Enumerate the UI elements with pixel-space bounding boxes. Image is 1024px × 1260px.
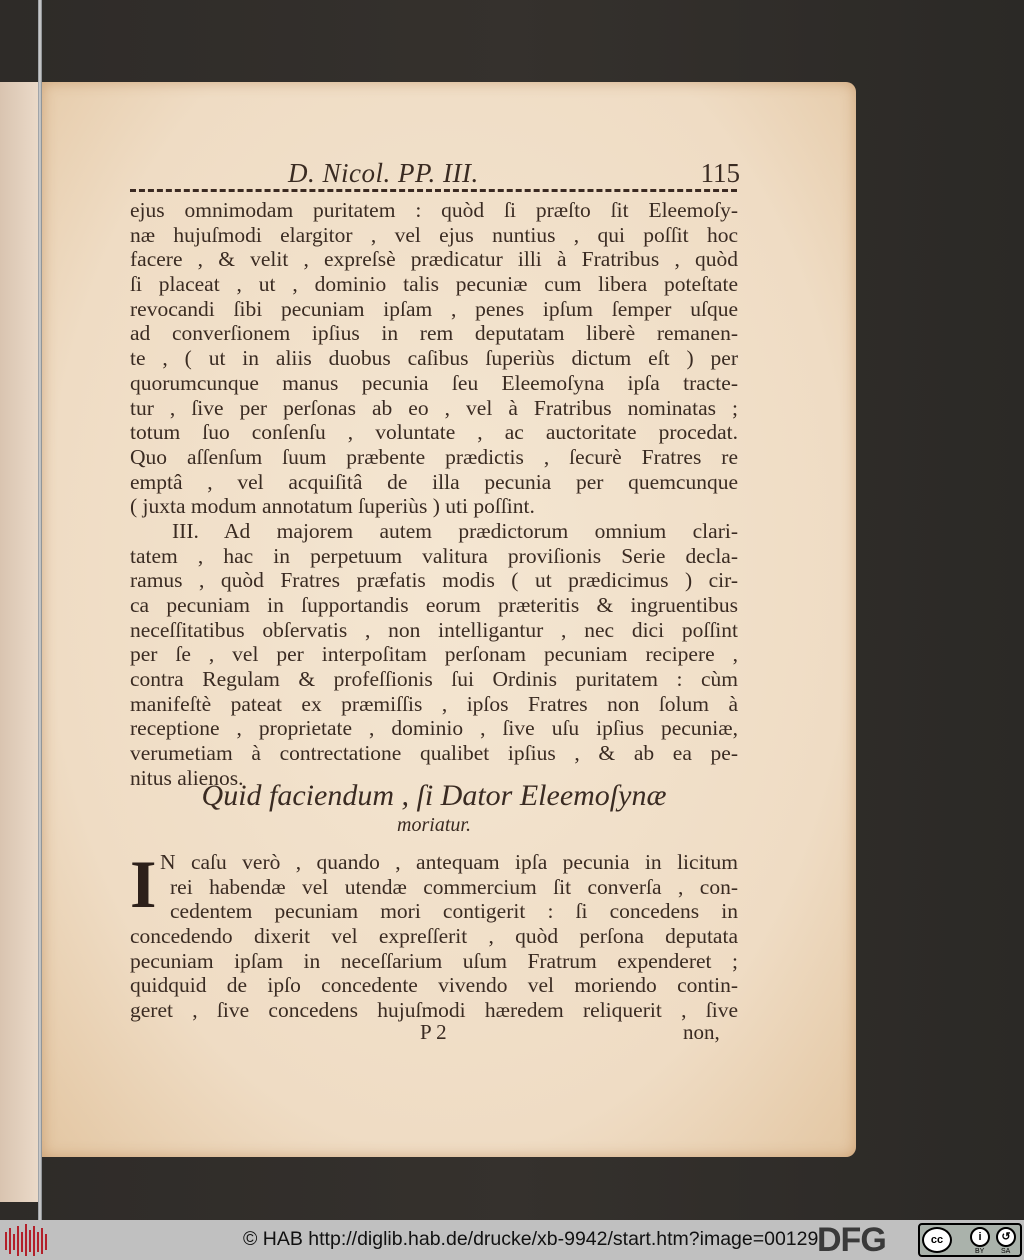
license-by-label: BY: [975, 1248, 985, 1255]
text-line: ſi placeat , ut , dominio talis pecuniæ cum libera poteſtate: [130, 272, 738, 297]
dfg-logo: DFG: [817, 1221, 886, 1259]
text-line: contra Regulam & profeſſionis ſui Ordinis puritatem : cùm: [130, 667, 738, 692]
hab-logo-icon: [4, 1222, 48, 1258]
section-heading-line2: moriatur.: [397, 814, 471, 836]
adjacent-page-edge: [0, 82, 42, 1202]
section-heading: [130, 778, 738, 836]
text-line: revocandi ſibi pecuniam ipſam , penes ipſum ſemper uſque: [130, 296, 738, 321]
text-line: tur , ſive per perſonas ab eo , vel à Fratribus nominatas ;: [130, 395, 738, 420]
text-line: ejus omnimodam puritatem : quòd ſi præſto ſit Eleemoſy-: [130, 198, 738, 222]
page-number: 115: [700, 158, 740, 188]
header-rule: [130, 189, 737, 192]
text-line: næ hujuſmodi elargitor , vel ejus nuntius , qui poſſit hoc: [130, 222, 738, 247]
text-line: quidquid de ipſo concedente vivendo vel moriendo contin-: [130, 973, 738, 998]
text-line: ad converſionem ipſius in rem deputatam liberè remanen-: [130, 321, 738, 346]
attribution-icon: i: [970, 1227, 990, 1247]
section-heading-line1: Quid faciendum , ſi Dator Eleemoſynæ: [201, 779, 667, 812]
text-line: quorumcunque manus pecunia ſeu Eleemoſyna ipſa tracte-: [130, 370, 738, 395]
text-line: verumetiam à contrectatione qualibet ipſius , & ab ea pe-: [130, 741, 738, 766]
signature-mark: P 2: [420, 1020, 447, 1044]
text-line: nitus alienos.: [130, 765, 244, 790]
text-line: pecuniam ipſam in neceſſarium uſum Fratrum expenderet ;: [130, 948, 738, 973]
share-alike-icon: ↺: [996, 1227, 1016, 1247]
footer-bar: [0, 1220, 1024, 1260]
text-line: tatem , hac in perpetuum valitura proviſionis Serie decla-: [130, 543, 738, 568]
license-sa-label: SA: [1001, 1248, 1011, 1255]
text-line: emptâ , vel acquiſitâ de illa pecunia per quemcunque: [130, 469, 738, 494]
body-text: [130, 198, 738, 791]
text-line: ( juxta modum annotatum ſuperiùs ) uti poſſint.: [130, 494, 535, 519]
text-line: per ſe , vel per interpoſitam perſonam pecuniam recipere ,: [130, 642, 738, 667]
cc-icon: cc: [922, 1227, 952, 1253]
text-line: Quo aſſenſum ſuum præbente prædictis , ſecurè Fratres re: [130, 444, 738, 469]
text-line: rei habendæ vel utendæ commercium ſit converſa , con-: [170, 874, 738, 899]
paragraph-with-drop-cap: [130, 846, 738, 1023]
text-line: ca pecuniam in ſupportandis eorum præteritis & ingruentibus: [130, 593, 738, 617]
text-line: concedendo dixerit vel expreſſerit , quòd perſona deputata: [130, 924, 738, 949]
drop-cap: I: [130, 846, 157, 922]
text-line: geret , ſive concedens hujuſmodi hæredem reliquerit , ſive: [130, 998, 738, 1023]
text-line: receptione , proprietate , dominio , ſive uſu ipſius pecuniæ,: [130, 716, 738, 741]
text-line: cedentem pecuniam mori contigerit : ſi concedens in: [170, 899, 738, 924]
text-line: manifeſtè pateat ex præmiſſis , ipſos Fratres non ſolum à: [130, 691, 738, 716]
cc-license-badge[interactable]: [918, 1223, 1022, 1257]
text-line: totum ſuo conſenſu , voluntate , ac auctoritate procedat.: [130, 420, 738, 445]
text-line: te , ( ut in aliis duobus caſibus ſuperiùs dictum eſt ) per: [130, 346, 738, 371]
running-head: [130, 158, 740, 188]
copyright-link[interactable]: © HAB http://diglib.hab.de/drucke/xb-9942/start.htm?image=00129: [243, 1228, 819, 1250]
running-head-title: D. Nicol. PP. III.: [288, 158, 479, 188]
catchword: non,: [683, 1020, 720, 1044]
text-line: ramus , quòd Fratres præfatis modis ( ut prædicimus ) cir-: [130, 568, 738, 593]
text-line: facere , & velit , expreſsè prædicatur illi à Fratribus , quòd: [130, 247, 738, 272]
text-line: III. Ad majorem autem prædictorum omnium clari-: [172, 518, 738, 543]
text-line: neceſſitatibus obſervatis , non intelligantur , nec dici poſſint: [130, 617, 738, 642]
text-line: N caſu verò , quando , antequam ipſa pecunia in licitum: [160, 850, 738, 874]
